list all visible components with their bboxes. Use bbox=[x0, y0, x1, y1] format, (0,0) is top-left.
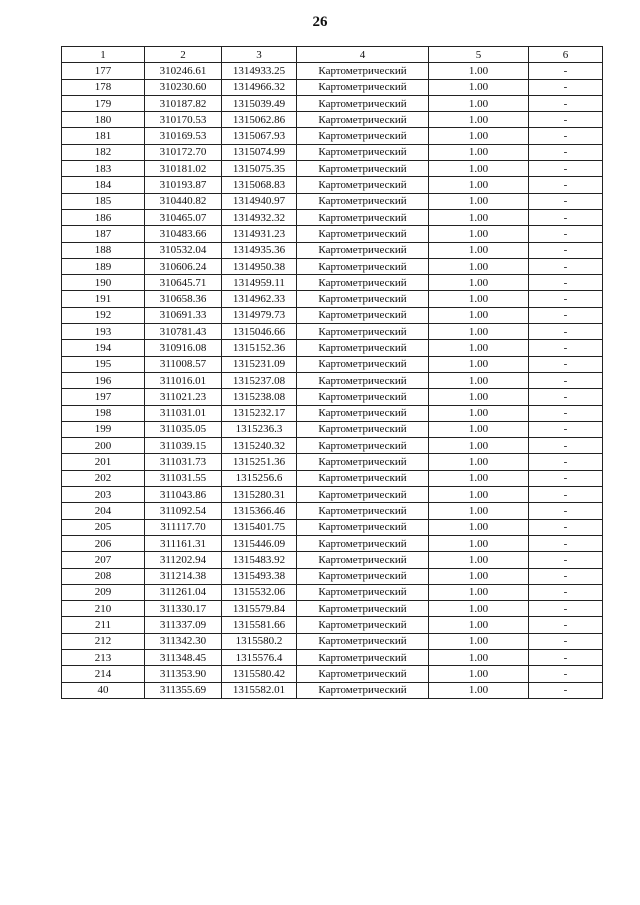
table-row bbox=[62, 112, 603, 128]
x-coordinate-cell: 311330.17 bbox=[145, 601, 222, 617]
point-number-cell: 189 bbox=[62, 258, 145, 274]
y-coordinate-cell: 1314931.23 bbox=[222, 226, 297, 242]
accuracy-cell: 1.00 bbox=[429, 649, 529, 665]
table-row bbox=[62, 487, 603, 503]
x-coordinate-cell: 310645.71 bbox=[145, 275, 222, 291]
accuracy-cell: 1.00 bbox=[429, 128, 529, 144]
method-cell: Картометрический bbox=[297, 128, 429, 144]
table-row bbox=[62, 666, 603, 682]
y-coordinate-cell: 1315580.2 bbox=[222, 633, 297, 649]
note-cell: - bbox=[529, 63, 603, 79]
point-number-cell: 205 bbox=[62, 519, 145, 535]
x-coordinate-cell: 310691.33 bbox=[145, 307, 222, 323]
table-row bbox=[62, 307, 603, 323]
table-row bbox=[62, 193, 603, 209]
x-coordinate-cell: 311261.04 bbox=[145, 584, 222, 600]
y-coordinate-cell: 1314979.73 bbox=[222, 307, 297, 323]
x-coordinate-cell: 311353.90 bbox=[145, 666, 222, 682]
note-cell: - bbox=[529, 161, 603, 177]
accuracy-cell: 1.00 bbox=[429, 584, 529, 600]
point-number-cell: 188 bbox=[62, 242, 145, 258]
point-number-cell: 206 bbox=[62, 535, 145, 551]
y-coordinate-cell: 1314959.11 bbox=[222, 275, 297, 291]
x-coordinate-cell: 311008.57 bbox=[145, 356, 222, 372]
note-cell: - bbox=[529, 324, 603, 340]
y-coordinate-cell: 1314933.25 bbox=[222, 63, 297, 79]
table-row bbox=[62, 389, 603, 405]
note-cell: - bbox=[529, 633, 603, 649]
note-cell: - bbox=[529, 470, 603, 486]
note-cell: - bbox=[529, 552, 603, 568]
note-cell: - bbox=[529, 307, 603, 323]
point-number-cell: 202 bbox=[62, 470, 145, 486]
accuracy-cell: 1.00 bbox=[429, 324, 529, 340]
table-row bbox=[62, 372, 603, 388]
table-row bbox=[62, 633, 603, 649]
point-number-cell: 177 bbox=[62, 63, 145, 79]
note-cell: - bbox=[529, 584, 603, 600]
x-coordinate-cell: 310532.04 bbox=[145, 242, 222, 258]
table-row bbox=[62, 324, 603, 340]
method-cell: Картометрический bbox=[297, 438, 429, 454]
x-coordinate-cell: 311342.30 bbox=[145, 633, 222, 649]
accuracy-cell: 1.00 bbox=[429, 209, 529, 225]
point-number-cell: 209 bbox=[62, 584, 145, 600]
accuracy-cell: 1.00 bbox=[429, 177, 529, 193]
accuracy-cell: 1.00 bbox=[429, 307, 529, 323]
note-cell: - bbox=[529, 356, 603, 372]
method-cell: Картометрический bbox=[297, 79, 429, 95]
column-header: 3 bbox=[222, 47, 297, 63]
x-coordinate-cell: 311031.55 bbox=[145, 470, 222, 486]
x-coordinate-cell: 311202.94 bbox=[145, 552, 222, 568]
table-row bbox=[62, 649, 603, 665]
y-coordinate-cell: 1315580.42 bbox=[222, 666, 297, 682]
method-cell: Картометрический bbox=[297, 258, 429, 274]
table-row bbox=[62, 95, 603, 111]
note-cell: - bbox=[529, 128, 603, 144]
y-coordinate-cell: 1315075.35 bbox=[222, 161, 297, 177]
y-coordinate-cell: 1315256.6 bbox=[222, 470, 297, 486]
method-cell: Картометрический bbox=[297, 405, 429, 421]
x-coordinate-cell: 310440.82 bbox=[145, 193, 222, 209]
x-coordinate-cell: 310170.53 bbox=[145, 112, 222, 128]
note-cell: - bbox=[529, 682, 603, 698]
table-row bbox=[62, 470, 603, 486]
accuracy-cell: 1.00 bbox=[429, 666, 529, 682]
x-coordinate-cell: 310230.60 bbox=[145, 79, 222, 95]
method-cell: Картометрический bbox=[297, 372, 429, 388]
x-coordinate-cell: 311337.09 bbox=[145, 617, 222, 633]
method-cell: Картометрический bbox=[297, 291, 429, 307]
note-cell: - bbox=[529, 209, 603, 225]
note-cell: - bbox=[529, 177, 603, 193]
table-row bbox=[62, 226, 603, 242]
table-row bbox=[62, 584, 603, 600]
y-coordinate-cell: 1315237.08 bbox=[222, 372, 297, 388]
method-cell: Картометрический bbox=[297, 649, 429, 665]
accuracy-cell: 1.00 bbox=[429, 161, 529, 177]
point-number-cell: 184 bbox=[62, 177, 145, 193]
y-coordinate-cell: 1315446.09 bbox=[222, 535, 297, 551]
point-number-cell: 211 bbox=[62, 617, 145, 633]
note-cell: - bbox=[529, 503, 603, 519]
y-coordinate-cell: 1315366.46 bbox=[222, 503, 297, 519]
page-number: 26 bbox=[312, 14, 328, 30]
accuracy-cell: 1.00 bbox=[429, 682, 529, 698]
table-row bbox=[62, 161, 603, 177]
table-row bbox=[62, 63, 603, 79]
table-row bbox=[62, 421, 603, 437]
method-cell: Картометрический bbox=[297, 177, 429, 193]
accuracy-cell: 1.00 bbox=[429, 421, 529, 437]
table-row bbox=[62, 144, 603, 160]
x-coordinate-cell: 310606.24 bbox=[145, 258, 222, 274]
accuracy-cell: 1.00 bbox=[429, 275, 529, 291]
y-coordinate-cell: 1315068.83 bbox=[222, 177, 297, 193]
point-number-cell: 192 bbox=[62, 307, 145, 323]
x-coordinate-cell: 311161.31 bbox=[145, 535, 222, 551]
y-coordinate-cell: 1315062.86 bbox=[222, 112, 297, 128]
x-coordinate-cell: 311348.45 bbox=[145, 649, 222, 665]
method-cell: Картометрический bbox=[297, 470, 429, 486]
table-row bbox=[62, 405, 603, 421]
note-cell: - bbox=[529, 454, 603, 470]
note-cell: - bbox=[529, 649, 603, 665]
table-row bbox=[62, 356, 603, 372]
method-cell: Картометрический bbox=[297, 63, 429, 79]
note-cell: - bbox=[529, 389, 603, 405]
y-coordinate-cell: 1315581.66 bbox=[222, 617, 297, 633]
x-coordinate-cell: 310781.43 bbox=[145, 324, 222, 340]
x-coordinate-cell: 311039.15 bbox=[145, 438, 222, 454]
note-cell: - bbox=[529, 144, 603, 160]
method-cell: Картометрический bbox=[297, 193, 429, 209]
accuracy-cell: 1.00 bbox=[429, 291, 529, 307]
x-coordinate-cell: 311016.01 bbox=[145, 372, 222, 388]
table-row bbox=[62, 535, 603, 551]
table-row bbox=[62, 128, 603, 144]
method-cell: Картометрический bbox=[297, 584, 429, 600]
x-coordinate-cell: 310483.66 bbox=[145, 226, 222, 242]
y-coordinate-cell: 1315039.49 bbox=[222, 95, 297, 111]
y-coordinate-cell: 1314966.32 bbox=[222, 79, 297, 95]
method-cell: Картометрический bbox=[297, 568, 429, 584]
x-coordinate-cell: 311092.54 bbox=[145, 503, 222, 519]
x-coordinate-cell: 311031.01 bbox=[145, 405, 222, 421]
y-coordinate-cell: 1315074.99 bbox=[222, 144, 297, 160]
method-cell: Картометрический bbox=[297, 617, 429, 633]
x-coordinate-cell: 310916.08 bbox=[145, 340, 222, 356]
note-cell: - bbox=[529, 421, 603, 437]
table-row bbox=[62, 291, 603, 307]
method-cell: Картометрический bbox=[297, 552, 429, 568]
method-cell: Картометрический bbox=[297, 242, 429, 258]
point-number-cell: 187 bbox=[62, 226, 145, 242]
x-coordinate-cell: 311355.69 bbox=[145, 682, 222, 698]
method-cell: Картометрический bbox=[297, 356, 429, 372]
accuracy-cell: 1.00 bbox=[429, 535, 529, 551]
x-coordinate-cell: 311043.86 bbox=[145, 487, 222, 503]
accuracy-cell: 1.00 bbox=[429, 79, 529, 95]
table-row bbox=[62, 258, 603, 274]
method-cell: Картометрический bbox=[297, 535, 429, 551]
x-coordinate-cell: 311035.05 bbox=[145, 421, 222, 437]
y-coordinate-cell: 1314935.36 bbox=[222, 242, 297, 258]
y-coordinate-cell: 1315231.09 bbox=[222, 356, 297, 372]
accuracy-cell: 1.00 bbox=[429, 503, 529, 519]
accuracy-cell: 1.00 bbox=[429, 389, 529, 405]
coordinates-table bbox=[61, 46, 603, 699]
accuracy-cell: 1.00 bbox=[429, 112, 529, 128]
note-cell: - bbox=[529, 666, 603, 682]
x-coordinate-cell: 310169.53 bbox=[145, 128, 222, 144]
y-coordinate-cell: 1315152.36 bbox=[222, 340, 297, 356]
point-number-cell: 180 bbox=[62, 112, 145, 128]
table-row bbox=[62, 682, 603, 698]
note-cell: - bbox=[529, 112, 603, 128]
method-cell: Картометрический bbox=[297, 275, 429, 291]
y-coordinate-cell: 1314962.33 bbox=[222, 291, 297, 307]
point-number-cell: 183 bbox=[62, 161, 145, 177]
point-number-cell: 207 bbox=[62, 552, 145, 568]
y-coordinate-cell: 1315483.92 bbox=[222, 552, 297, 568]
table-row bbox=[62, 177, 603, 193]
x-coordinate-cell: 311117.70 bbox=[145, 519, 222, 535]
y-coordinate-cell: 1315232.17 bbox=[222, 405, 297, 421]
column-header: 1 bbox=[62, 47, 145, 63]
method-cell: Картометрический bbox=[297, 503, 429, 519]
x-coordinate-cell: 310193.87 bbox=[145, 177, 222, 193]
method-cell: Картометрический bbox=[297, 487, 429, 503]
y-coordinate-cell: 1315238.08 bbox=[222, 389, 297, 405]
y-coordinate-cell: 1314940.97 bbox=[222, 193, 297, 209]
point-number-cell: 186 bbox=[62, 209, 145, 225]
method-cell: Картометрический bbox=[297, 144, 429, 160]
column-header: 6 bbox=[529, 47, 603, 63]
x-coordinate-cell: 311214.38 bbox=[145, 568, 222, 584]
column-header: 4 bbox=[297, 47, 429, 63]
method-cell: Картометрический bbox=[297, 682, 429, 698]
point-number-cell: 203 bbox=[62, 487, 145, 503]
point-number-cell: 179 bbox=[62, 95, 145, 111]
method-cell: Картометрический bbox=[297, 340, 429, 356]
y-coordinate-cell: 1315067.93 bbox=[222, 128, 297, 144]
y-coordinate-cell: 1314950.38 bbox=[222, 258, 297, 274]
point-number-cell: 178 bbox=[62, 79, 145, 95]
point-number-cell: 210 bbox=[62, 601, 145, 617]
table-row bbox=[62, 209, 603, 225]
note-cell: - bbox=[529, 242, 603, 258]
point-number-cell: 199 bbox=[62, 421, 145, 437]
y-coordinate-cell: 1315532.06 bbox=[222, 584, 297, 600]
accuracy-cell: 1.00 bbox=[429, 144, 529, 160]
table-row bbox=[62, 552, 603, 568]
note-cell: - bbox=[529, 535, 603, 551]
note-cell: - bbox=[529, 275, 603, 291]
note-cell: - bbox=[529, 519, 603, 535]
accuracy-cell: 1.00 bbox=[429, 405, 529, 421]
table-row bbox=[62, 438, 603, 454]
accuracy-cell: 1.00 bbox=[429, 356, 529, 372]
method-cell: Картометрический bbox=[297, 666, 429, 682]
accuracy-cell: 1.00 bbox=[429, 193, 529, 209]
table-row bbox=[62, 275, 603, 291]
note-cell: - bbox=[529, 340, 603, 356]
point-number-cell: 193 bbox=[62, 324, 145, 340]
point-number-cell: 201 bbox=[62, 454, 145, 470]
note-cell: - bbox=[529, 372, 603, 388]
method-cell: Картометрический bbox=[297, 519, 429, 535]
point-number-cell: 40 bbox=[62, 682, 145, 698]
table-row bbox=[62, 503, 603, 519]
y-coordinate-cell: 1315401.75 bbox=[222, 519, 297, 535]
accuracy-cell: 1.00 bbox=[429, 63, 529, 79]
point-number-cell: 185 bbox=[62, 193, 145, 209]
note-cell: - bbox=[529, 95, 603, 111]
accuracy-cell: 1.00 bbox=[429, 519, 529, 535]
point-number-cell: 196 bbox=[62, 372, 145, 388]
y-coordinate-cell: 1315493.38 bbox=[222, 568, 297, 584]
point-number-cell: 214 bbox=[62, 666, 145, 682]
note-cell: - bbox=[529, 617, 603, 633]
note-cell: - bbox=[529, 438, 603, 454]
y-coordinate-cell: 1315579.84 bbox=[222, 601, 297, 617]
point-number-cell: 198 bbox=[62, 405, 145, 421]
method-cell: Картометрический bbox=[297, 226, 429, 242]
table-row bbox=[62, 242, 603, 258]
note-cell: - bbox=[529, 193, 603, 209]
y-coordinate-cell: 1315582.01 bbox=[222, 682, 297, 698]
note-cell: - bbox=[529, 601, 603, 617]
y-coordinate-cell: 1315240.32 bbox=[222, 438, 297, 454]
column-header: 2 bbox=[145, 47, 222, 63]
note-cell: - bbox=[529, 487, 603, 503]
table-row bbox=[62, 519, 603, 535]
note-cell: - bbox=[529, 79, 603, 95]
table-row bbox=[62, 601, 603, 617]
method-cell: Картометрический bbox=[297, 95, 429, 111]
y-coordinate-cell: 1315280.31 bbox=[222, 487, 297, 503]
note-cell: - bbox=[529, 291, 603, 307]
method-cell: Картометрический bbox=[297, 307, 429, 323]
note-cell: - bbox=[529, 258, 603, 274]
method-cell: Картометрический bbox=[297, 633, 429, 649]
accuracy-cell: 1.00 bbox=[429, 552, 529, 568]
note-cell: - bbox=[529, 226, 603, 242]
x-coordinate-cell: 310658.36 bbox=[145, 291, 222, 307]
table-row bbox=[62, 340, 603, 356]
method-cell: Картометрический bbox=[297, 454, 429, 470]
y-coordinate-cell: 1315251.36 bbox=[222, 454, 297, 470]
method-cell: Картометрический bbox=[297, 112, 429, 128]
method-cell: Картометрический bbox=[297, 161, 429, 177]
x-coordinate-cell: 310187.82 bbox=[145, 95, 222, 111]
point-number-cell: 204 bbox=[62, 503, 145, 519]
accuracy-cell: 1.00 bbox=[429, 226, 529, 242]
x-coordinate-cell: 310172.70 bbox=[145, 144, 222, 160]
column-header: 5 bbox=[429, 47, 529, 63]
table-row bbox=[62, 79, 603, 95]
table-header-row bbox=[62, 47, 603, 63]
point-number-cell: 213 bbox=[62, 649, 145, 665]
x-coordinate-cell: 311021.23 bbox=[145, 389, 222, 405]
accuracy-cell: 1.00 bbox=[429, 601, 529, 617]
point-number-cell: 190 bbox=[62, 275, 145, 291]
point-number-cell: 195 bbox=[62, 356, 145, 372]
accuracy-cell: 1.00 bbox=[429, 242, 529, 258]
method-cell: Картометрический bbox=[297, 389, 429, 405]
x-coordinate-cell: 311031.73 bbox=[145, 454, 222, 470]
note-cell: - bbox=[529, 405, 603, 421]
accuracy-cell: 1.00 bbox=[429, 438, 529, 454]
method-cell: Картометрический bbox=[297, 324, 429, 340]
x-coordinate-cell: 310465.07 bbox=[145, 209, 222, 225]
accuracy-cell: 1.00 bbox=[429, 617, 529, 633]
accuracy-cell: 1.00 bbox=[429, 568, 529, 584]
method-cell: Картометрический bbox=[297, 421, 429, 437]
point-number-cell: 212 bbox=[62, 633, 145, 649]
point-number-cell: 194 bbox=[62, 340, 145, 356]
accuracy-cell: 1.00 bbox=[429, 487, 529, 503]
table-body bbox=[62, 63, 603, 699]
y-coordinate-cell: 1315046.66 bbox=[222, 324, 297, 340]
point-number-cell: 191 bbox=[62, 291, 145, 307]
point-number-cell: 208 bbox=[62, 568, 145, 584]
accuracy-cell: 1.00 bbox=[429, 454, 529, 470]
y-coordinate-cell: 1315236.3 bbox=[222, 421, 297, 437]
accuracy-cell: 1.00 bbox=[429, 372, 529, 388]
point-number-cell: 181 bbox=[62, 128, 145, 144]
note-cell: - bbox=[529, 568, 603, 584]
accuracy-cell: 1.00 bbox=[429, 95, 529, 111]
accuracy-cell: 1.00 bbox=[429, 258, 529, 274]
accuracy-cell: 1.00 bbox=[429, 340, 529, 356]
y-coordinate-cell: 1314932.32 bbox=[222, 209, 297, 225]
accuracy-cell: 1.00 bbox=[429, 633, 529, 649]
method-cell: Картометрический bbox=[297, 209, 429, 225]
table-row bbox=[62, 454, 603, 470]
method-cell: Картометрический bbox=[297, 601, 429, 617]
x-coordinate-cell: 310181.02 bbox=[145, 161, 222, 177]
table-row bbox=[62, 568, 603, 584]
point-number-cell: 182 bbox=[62, 144, 145, 160]
point-number-cell: 197 bbox=[62, 389, 145, 405]
y-coordinate-cell: 1315576.4 bbox=[222, 649, 297, 665]
x-coordinate-cell: 310246.61 bbox=[145, 63, 222, 79]
point-number-cell: 200 bbox=[62, 438, 145, 454]
accuracy-cell: 1.00 bbox=[429, 470, 529, 486]
table-row bbox=[62, 617, 603, 633]
